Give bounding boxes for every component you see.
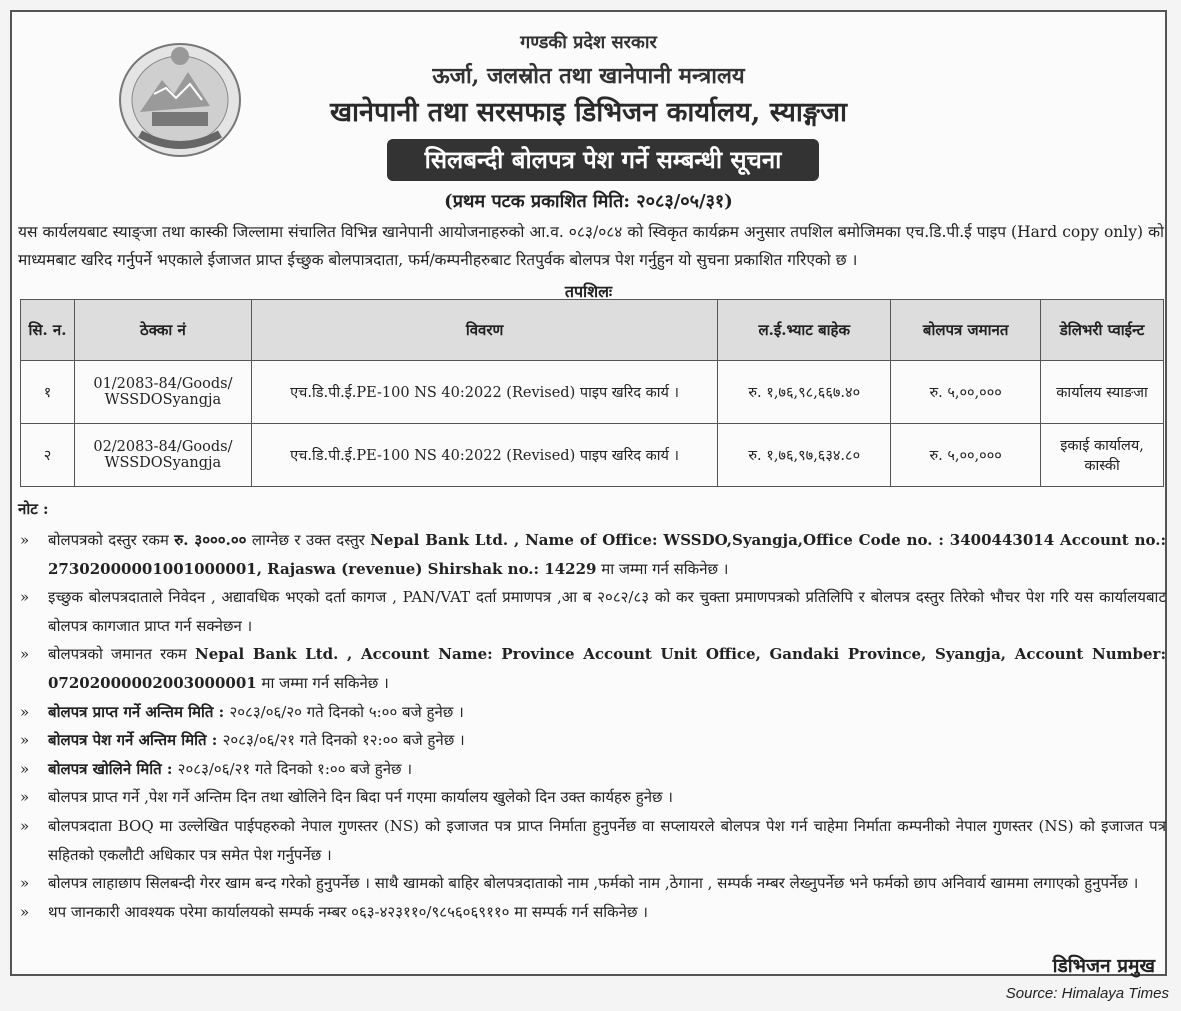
col-header-delivery-point: डेलिभरी प्वाईन्ट bbox=[1041, 300, 1164, 361]
col-header-description: विवरण bbox=[251, 300, 717, 361]
cell-contract-no: 01/2083-84/Goods/ WSSDOSyangja bbox=[74, 361, 251, 424]
table-row bbox=[21, 361, 1164, 424]
bullet-icon: » bbox=[20, 588, 30, 607]
note-item bbox=[18, 583, 1166, 640]
bullet-icon: » bbox=[20, 788, 30, 807]
table-header-row bbox=[21, 300, 1164, 361]
cell-cost-estimate: रु. १,७६,९८,६६७.४० bbox=[718, 361, 891, 424]
col-header-serial: सि. न. bbox=[21, 300, 75, 361]
note-item bbox=[18, 812, 1166, 869]
notice-frame bbox=[10, 10, 1167, 976]
note-text: २०८३/०६/२१ गते दिनको १:०० बजे हुनेछ । bbox=[177, 759, 413, 778]
note-text: बोलपत्र खोलिने मिति : bbox=[48, 759, 178, 778]
cell-serial: १ bbox=[21, 361, 75, 424]
note-item bbox=[18, 726, 1166, 755]
cell-delivery-point: इकाई कार्यालय, कास्की bbox=[1041, 424, 1164, 487]
note-text: मा जम्मा गर्न सकिनेछ । bbox=[596, 559, 729, 578]
col-header-bid-security: बोलपत्र जमानत bbox=[891, 300, 1041, 361]
note-text: बोलपत्रको जमानत रकम bbox=[48, 645, 195, 664]
bullet-icon: » bbox=[20, 531, 30, 549]
note-text: Nepal Bank Ltd. , Account Name: Province Account Unit Office, Gandaki Province, Syangja, Account Number: 07202000002003000001 bbox=[48, 645, 1166, 692]
notes-heading: नोट : bbox=[18, 500, 49, 518]
cell-bid-security: रु. ५,००,००० bbox=[891, 361, 1041, 424]
bullet-icon: » bbox=[20, 645, 30, 664]
bullet-icon: » bbox=[20, 702, 30, 721]
bullet-icon: » bbox=[20, 816, 30, 835]
cell-description: एच.डि.पी.ई.PE-100 NS 40:2022 (Revised) पाइप खरिद कार्य । bbox=[251, 424, 717, 487]
note-text: लाग्नेछ र उक्त दस्तुर bbox=[246, 531, 371, 549]
note-text: बोलपत्र प्राप्त गर्ने ,पेश गर्ने अन्तिम दिन तथा खोलिने दिन बिदा पर्न गएमा कार्यालय खुलेको दिन उक्त कार्यहरु हुनेछ । bbox=[48, 788, 673, 807]
notes-list bbox=[18, 526, 1166, 926]
note-text: बोलपत्र लाहाछाप सिलबन्दी गेरर खाम बन्द गरेको हुनुपर्नेछ । साथै खामको बाहिर बोलपत्रदाताको नाम ,फर्मको नाम ,ठेगाना , सम्पर्क नम्बर लेख्नुपर्नेछ भने फर्मको छाप अनिवार्य खाममा लगाएको हुनुपर्नेछ । bbox=[48, 874, 1139, 893]
note-text: २०८३/०६/२१ गते दिनको १२:०० बजे हुनेछ । bbox=[222, 731, 465, 750]
note-text: बोलपत्र पेश गर्ने अन्तिम मिति : bbox=[48, 731, 223, 750]
note-item bbox=[18, 783, 1166, 812]
note-item bbox=[18, 698, 1166, 727]
ministry-name: ऊर्जा, जलस्रोत तथा खानेपानी मन्त्रालय bbox=[432, 63, 745, 89]
table-row bbox=[21, 424, 1164, 487]
note-item bbox=[18, 898, 1166, 927]
tender-table bbox=[20, 299, 1164, 487]
note-item bbox=[18, 526, 1166, 583]
note-text: बोलपत्र प्राप्त गर्ने अन्तिम मिति : bbox=[48, 702, 230, 721]
col-header-cost-estimate: ल.ई.भ्याट बाहेक bbox=[718, 300, 891, 361]
note-text: मा जम्मा गर्न सकिनेछ । bbox=[256, 673, 389, 692]
signatory-title: डिभिजन प्रमुख bbox=[1052, 955, 1155, 977]
intro-paragraph: यस कार्यलयबाट स्याङ्जा तथा कास्की जिल्लामा संचालित विभिन्न खानेपानी आयोजनाहरुको आ.व. ०८३/०८४ को स्विकृत कार्यक्रम अनुसार तपशिल बमोजिमका एच.डि.पी.ई पाइप (Hard copy only) को माध्यमबाट खरिद गर्नुपर्ने भएकाले ईजाजत प्राप्त ईच्छुक बोलपात्रदाता, फर्म/कम्पनीहरुबाट रितपुर्वक बोलपत्र पेश गर्नुहुन यो सुचना प्रकाशित गरिएको छ । bbox=[18, 223, 1164, 269]
bullet-icon: » bbox=[20, 731, 30, 750]
note-text: इच्छुक बोलपत्रदाताले निवेदन , अद्यावधिक भएको दर्ता कागज , PAN/VAT दर्ता प्रमाणपत्र ,आ ब २०८२/८३ को कर चुक्ता प्रमाणपत्रको प्रतिलिपि र बोलपत्र दस्तुर तिरेको भौचर पेश गरि यस कार्यालयबाट बोलपत्र कागजात प्राप्त गर्न सक्नेछन । bbox=[48, 588, 1166, 635]
cell-contract-no: 02/2083-84/Goods/ WSSDOSyangja bbox=[74, 424, 251, 487]
publication-date: (प्रथम पटक प्रकाशित मिति: २०८३/०५/३१) bbox=[444, 191, 733, 212]
cell-cost-estimate: रु. १,७६,९७,६३४.८० bbox=[718, 424, 891, 487]
government-name: गण्डकी प्रदेश सरकार bbox=[520, 32, 657, 53]
bullet-icon: » bbox=[20, 759, 30, 778]
bullet-icon: » bbox=[20, 902, 30, 921]
cell-bid-security: रु. ५,००,००० bbox=[891, 424, 1041, 487]
notice-title-banner: सिलबन्दी बोलपत्र पेश गर्ने सम्बन्धी सूचना bbox=[387, 139, 819, 181]
bullet-icon: » bbox=[20, 874, 30, 893]
cell-delivery-point: कार्यालय स्याङजा bbox=[1041, 361, 1164, 424]
cell-description: एच.डि.पी.ई.PE-100 NS 40:2022 (Revised) पाइप खरिद कार्य । bbox=[251, 361, 717, 424]
col-header-contract-no: ठेक्का नं bbox=[74, 300, 251, 361]
table-caption: तपशिलः bbox=[564, 282, 613, 301]
note-text: रु. ३०००.०० bbox=[174, 531, 247, 549]
note-item bbox=[18, 755, 1166, 784]
office-name: खानेपानी तथा सरसफाइ डिभिजन कार्यालय, स्याङ्गजा bbox=[329, 97, 848, 128]
note-text: बोलपत्रको दस्तुर रकम bbox=[48, 531, 175, 549]
note-text: थप जानकारी आवश्यक परेमा कार्यालयको सम्पर्क नम्बर ०६३-४२३११०/९८५६०६९११० मा सम्पर्क गर्न सकिनेछ । bbox=[48, 902, 648, 921]
source-credit: Source: Himalaya Times bbox=[1005, 985, 1169, 1002]
cell-serial: २ bbox=[21, 424, 75, 487]
note-item bbox=[18, 869, 1166, 898]
note-text: २०८३/०६/२० गते दिनको ५:०० बजे हुनेछ । bbox=[229, 702, 464, 721]
note-item bbox=[18, 640, 1166, 697]
note-text: बोलपत्रदाता BOQ मा उल्लेखित पाईपहरुको नेपाल गुणस्तर (NS) को इजाजत पत्र प्राप्त निर्माता हुनुपर्नेछ वा सप्लायरले बोलपत्र पेश गर्न चाहेमा निर्माता कम्पनीको नेपाल गुणस्तर (NS) को इजाजत पत्र सहितको एकलौटी अधिकार पत्र समेत पेश गर्नुपर्नेछ । bbox=[48, 816, 1166, 864]
note-text: Nepal Bank Ltd. , Name of Office: WSSDO,Syangja,Office Code no. : 3400443014 Account no.: 27302000001001000001, Rajaswa (revenue) Shirshak no.: 14229 bbox=[48, 531, 1167, 578]
